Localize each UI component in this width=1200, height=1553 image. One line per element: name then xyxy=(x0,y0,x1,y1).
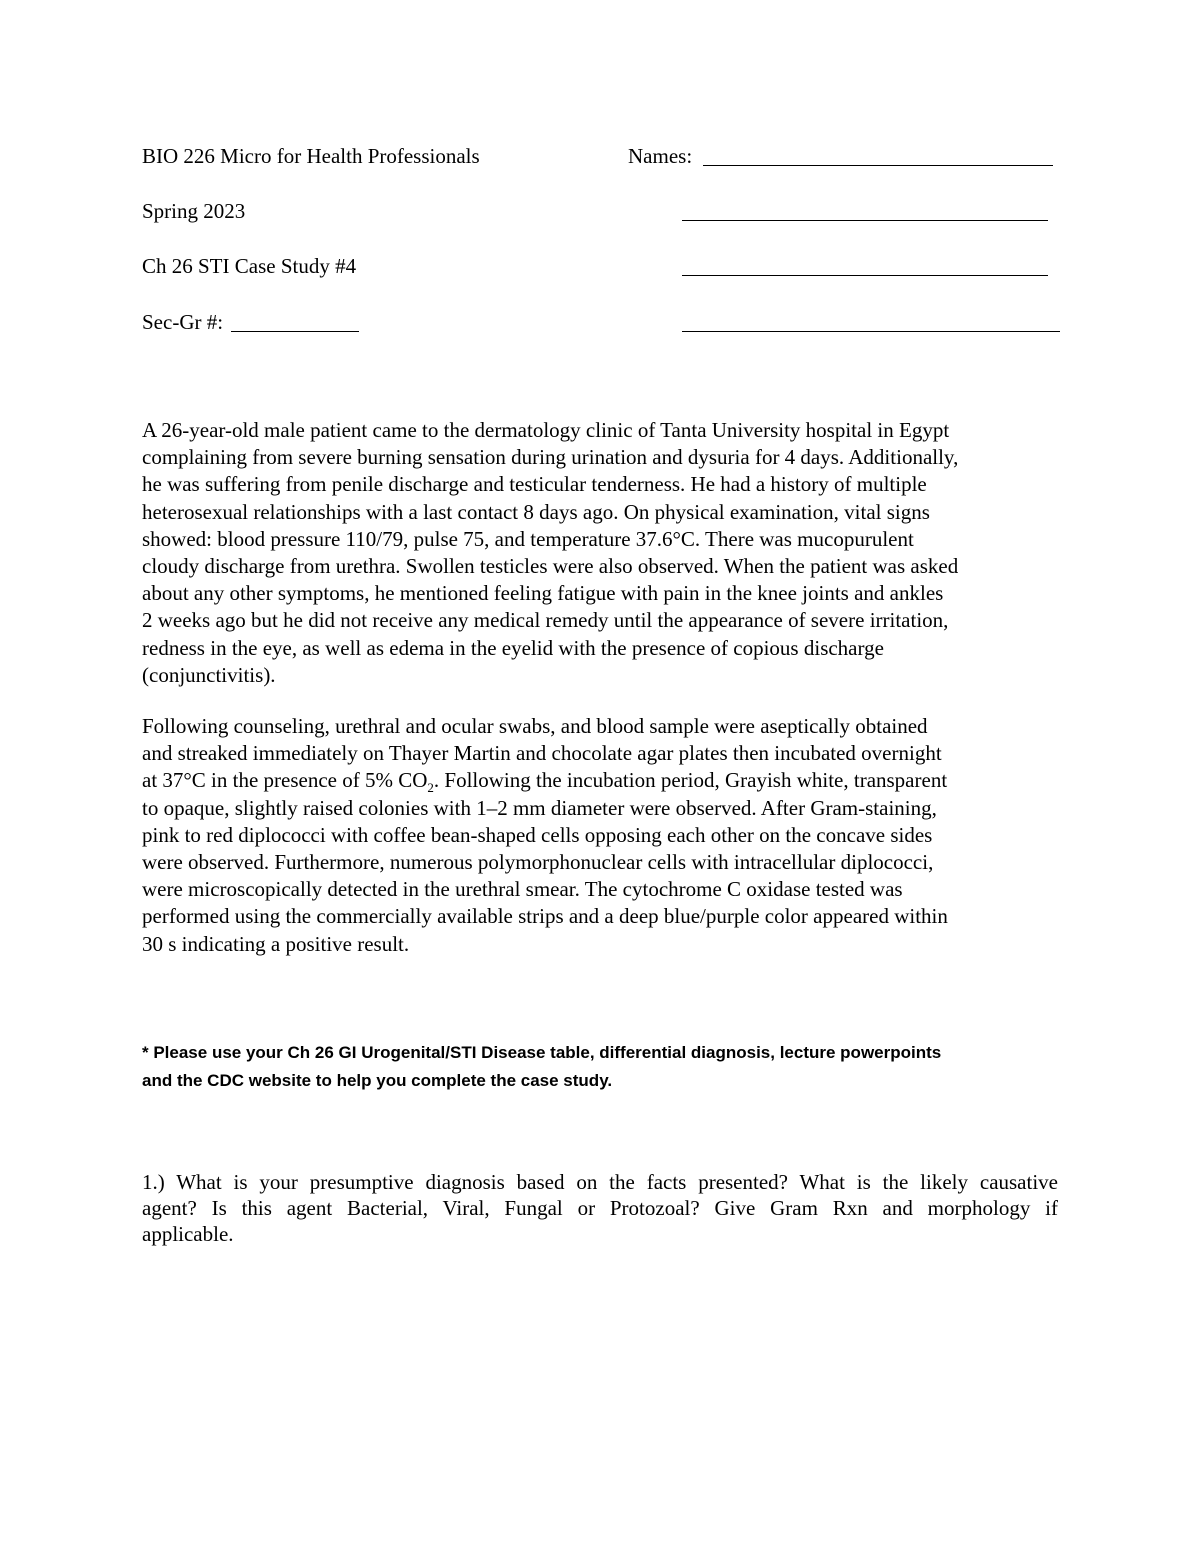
note-line: * Please use your Ch 26 GI Urogenital/STI Disease table, differential diagnosis, lecture powerpoints xyxy=(142,1043,942,1062)
note-line: and the CDC website to help you complete the case study. xyxy=(142,1071,613,1090)
paragraph-line: 30 s indicating a positive result. xyxy=(142,931,410,956)
names-blank-2[interactable] xyxy=(682,220,1048,221)
question-line: 1.) What is your presumptive diagnosis based on the facts presented? What is the likely causative xyxy=(142,1170,1058,1194)
names-label: Names: xyxy=(628,144,693,168)
names-blank-4[interactable] xyxy=(682,331,1060,332)
line-text: . Following the incubation period, Grayish white, transparent xyxy=(433,768,948,793)
paragraph-line: cloudy discharge from urethra. Swollen testicles were also observed. When the patient was asked xyxy=(142,554,959,579)
paragraph-line: A 26-year-old male patient came to the dermatology clinic of Tanta University hospital in Egypt xyxy=(142,418,950,442)
course-title: BIO 226 Micro for Health Professionals xyxy=(142,144,480,168)
paragraph-line: were observed. Furthermore, numerous polymorphonuclear cells with intracellular diplococci, xyxy=(142,850,934,875)
paragraph-line: were microscopically detected in the urethral smear. The cytochrome C oxidase tested was xyxy=(142,877,903,902)
paragraph-line: he was suffering from penile discharge and testicular tenderness. He had a history of multiple xyxy=(142,472,927,497)
line-text: at 37°C in the presence of 5% CO xyxy=(142,768,428,793)
paragraph-line: and streaked immediately on Thayer Martin and chocolate agar plates then incubated overnight xyxy=(142,741,942,766)
section-label: Sec-Gr #: xyxy=(142,310,224,334)
semester: Spring 2023 xyxy=(142,199,246,223)
assignment-title: Ch 26 STI Case Study #4 xyxy=(142,254,357,278)
paragraph-line: performed using the commercially available strips and a deep blue/purple color appeared within xyxy=(142,904,948,929)
paragraph-line: 2 weeks ago but he did not receive any medical remedy until the appearance of severe irritation, xyxy=(142,608,949,633)
paragraph-line: redness in the eye, as well as edema in the eyelid with the presence of copious discharge xyxy=(142,635,884,660)
paragraph-line: (conjunctivitis). xyxy=(142,662,276,687)
names-blank-3[interactable] xyxy=(682,275,1048,276)
paragraph-line: showed: blood pressure 110/79, pulse 75, and temperature 37.6°C. There was mucopurulent xyxy=(142,526,914,551)
question-line: agent? Is this agent Bacterial, Viral, Fungal or Protozoal? Give Gram Rxn and morphology if xyxy=(142,1196,1058,1220)
names-blank-1[interactable] xyxy=(703,165,1053,166)
case-paragraph-1 xyxy=(142,417,1072,689)
instruction-note xyxy=(142,1039,1072,1095)
paragraph-line: complaining from severe burning sensation during urination and dysuria for 4 days. Additionally, xyxy=(142,445,959,470)
paragraph-line: pink to red diplococci with coffee bean-shaped cells opposing each other on the concave sides xyxy=(142,822,933,847)
question-line: applicable. xyxy=(142,1222,234,1246)
paragraph-line: Following counseling, urethral and ocular swabs, and blood sample were aseptically obtained xyxy=(142,714,928,738)
paragraph-line: to opaque, slightly raised colonies with 1–2 mm diameter were observed. After Gram-staining, xyxy=(142,795,937,820)
paragraph-line xyxy=(142,767,1072,794)
paragraph-line: heterosexual relationships with a last contact 8 days ago. On physical examination, vital signs xyxy=(142,499,930,524)
paragraph-line: about any other symptoms, he mentioned feeling fatigue with pain in the knee joints and ankles xyxy=(142,581,944,606)
section-group-blank[interactable] xyxy=(231,331,359,332)
case-paragraph-2 xyxy=(142,713,1072,958)
subscript-2: 2 xyxy=(427,780,434,796)
question-1 xyxy=(142,1169,1058,1247)
